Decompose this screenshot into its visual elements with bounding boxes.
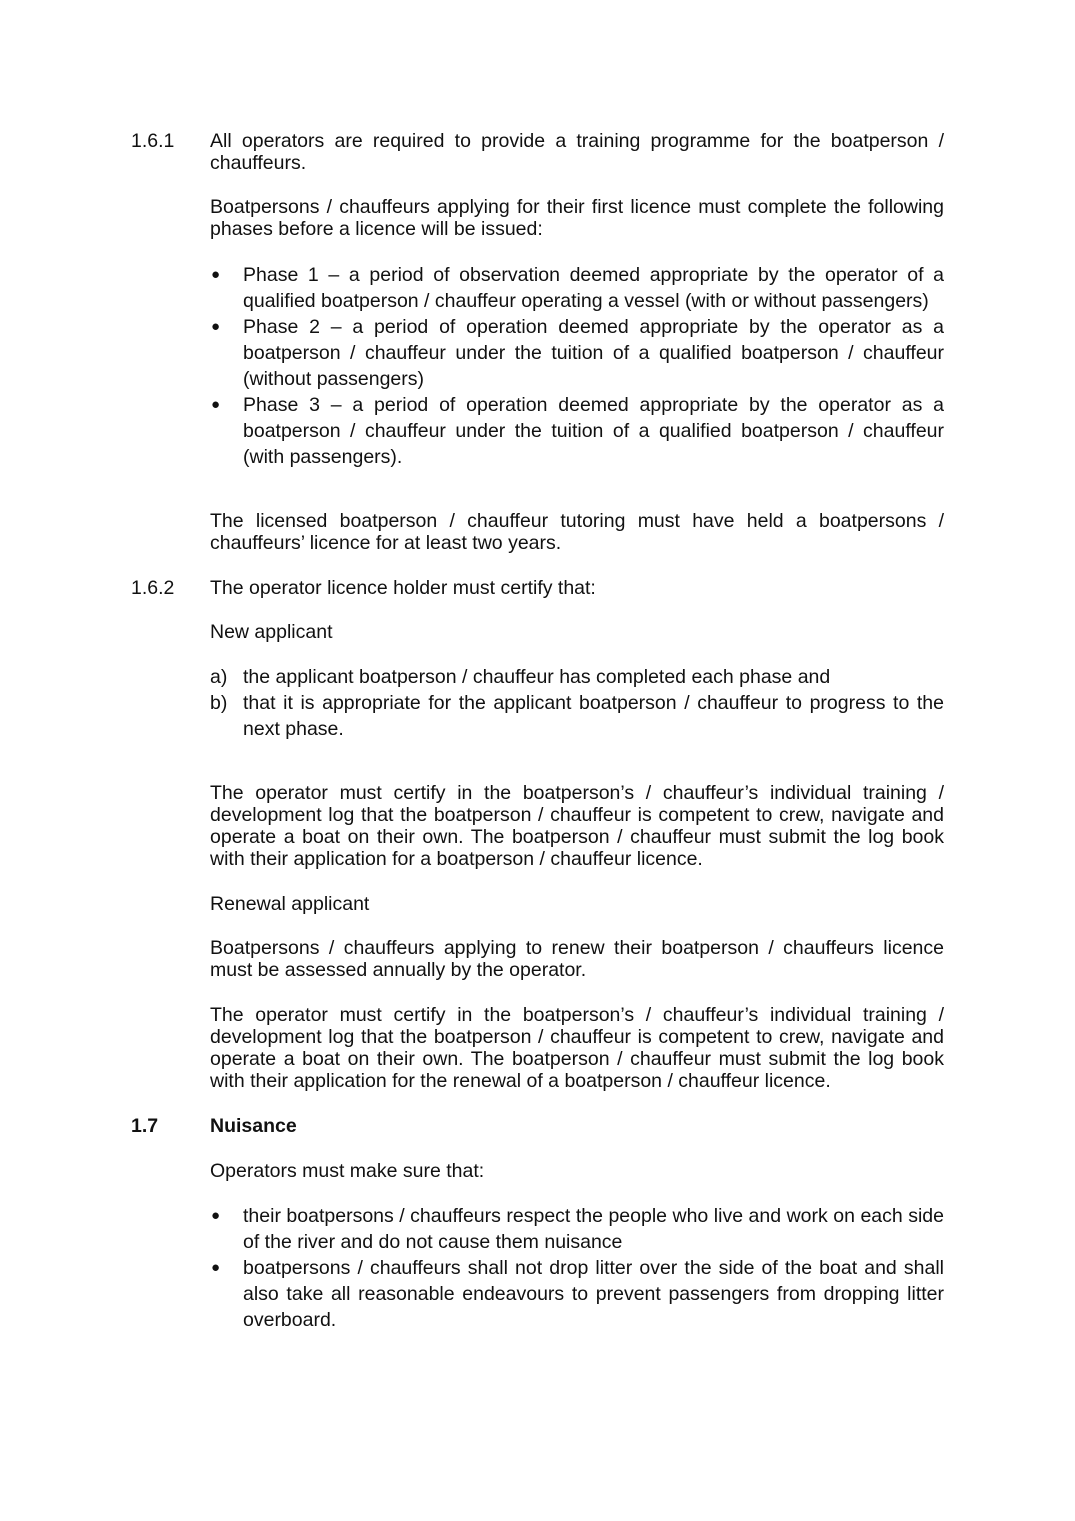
item-b-text: that it is appropriate for the applicant boatperson / chauffeur to progress to the next phase. xyxy=(243,692,944,740)
phase-1-text: Phase 1 – a period of observation deemed appropriate by the operator of a qualified boatperson / chauffeur operating a vessel (with or without passengers) xyxy=(243,264,944,312)
section-number-1-6-2: 1.6.2 xyxy=(131,577,175,599)
bullet-icon: ● xyxy=(211,266,221,283)
section-title-nuisance: Nuisance xyxy=(210,1115,297,1137)
section-1-6-2-intro: The operator licence holder must certify that: xyxy=(210,577,596,599)
list-item-phase-3 xyxy=(210,392,944,470)
phase-2-text: Phase 2 – a period of operation deemed appropriate by the operator as a boatperson / chauffeur under the tuition of a qualified boatperson / chauffeur (without passengers) xyxy=(243,316,944,390)
nuisance-item-2-text: boatpersons / chauffeurs shall not drop litter over the side of the boat and shall also take all reasonable endeavours to prevent passengers from dropping litter overboard. xyxy=(243,1257,944,1331)
bullet-icon: ● xyxy=(211,396,221,413)
phase-3-text: Phase 3 – a period of operation deemed appropriate by the operator as a boatperson / chauffeur under the tuition of a qualified boatperson / chauffeur (with passengers). xyxy=(243,394,944,468)
nuisance-item-1-text: their boatpersons / chauffeurs respect the people who live and work on each side of the river and do not cause them nuisance xyxy=(243,1205,944,1253)
renewal-applicant-label: Renewal applicant xyxy=(210,893,370,915)
nuisance-list xyxy=(210,1203,944,1333)
section-1-6-1-intro: All operators are required to provide a training programme for the boatperson / chauffeurs. xyxy=(210,130,944,174)
list-marker-b: b) xyxy=(210,692,228,714)
list-item-b xyxy=(210,690,944,742)
phases-list xyxy=(210,262,944,470)
bullet-icon: ● xyxy=(211,1207,221,1224)
bullet-icon: ● xyxy=(211,318,221,335)
tutor-requirement-paragraph: The licensed boatperson / chauffeur tutoring must have held a boatpersons / chauffeurs’ licence for at least two years. xyxy=(210,510,944,554)
new-applicant-certify-paragraph: The operator must certify in the boatperson’s / chauffeur’s individual training / development log that the boatperson / chauffeur is competent to crew, navigate and operate a boat on their own. The boatperson / chauffeur must submit the log book with their application for a boatperson / chauffeur licence. xyxy=(210,782,944,870)
list-marker-a: a) xyxy=(210,666,228,688)
item-a-text: the applicant boatperson / chauffeur has completed each phase and xyxy=(243,666,831,688)
list-item-nuisance-2 xyxy=(210,1255,944,1333)
list-item-phase-1 xyxy=(210,262,944,314)
renewal-assessment-paragraph: Boatpersons / chauffeurs applying to renew their boatperson / chauffeurs licence must be assessed annually by the operator. xyxy=(210,937,944,981)
list-item-phase-2 xyxy=(210,314,944,392)
new-applicant-list xyxy=(210,664,944,742)
bullet-icon: ● xyxy=(211,1259,221,1276)
phases-intro-paragraph: Boatpersons / chauffeurs applying for their first licence must complete the following phases before a licence will be issued: xyxy=(210,196,944,240)
nuisance-intro: Operators must make sure that: xyxy=(210,1160,485,1182)
section-number-1-6-1: 1.6.1 xyxy=(131,130,175,152)
section-number-1-7: 1.7 xyxy=(131,1115,159,1137)
renewal-certify-paragraph: The operator must certify in the boatperson’s / chauffeur’s individual training / development log that the boatperson / chauffeur is competent to crew, navigate and operate a boat on their own. The boatperson / chauffeur must submit the log book with their application for the renewal of a boatperson / chauffeur licence. xyxy=(210,1004,944,1092)
list-item-a xyxy=(210,664,944,690)
new-applicant-label: New applicant xyxy=(210,621,333,643)
list-item-nuisance-1 xyxy=(210,1203,944,1255)
